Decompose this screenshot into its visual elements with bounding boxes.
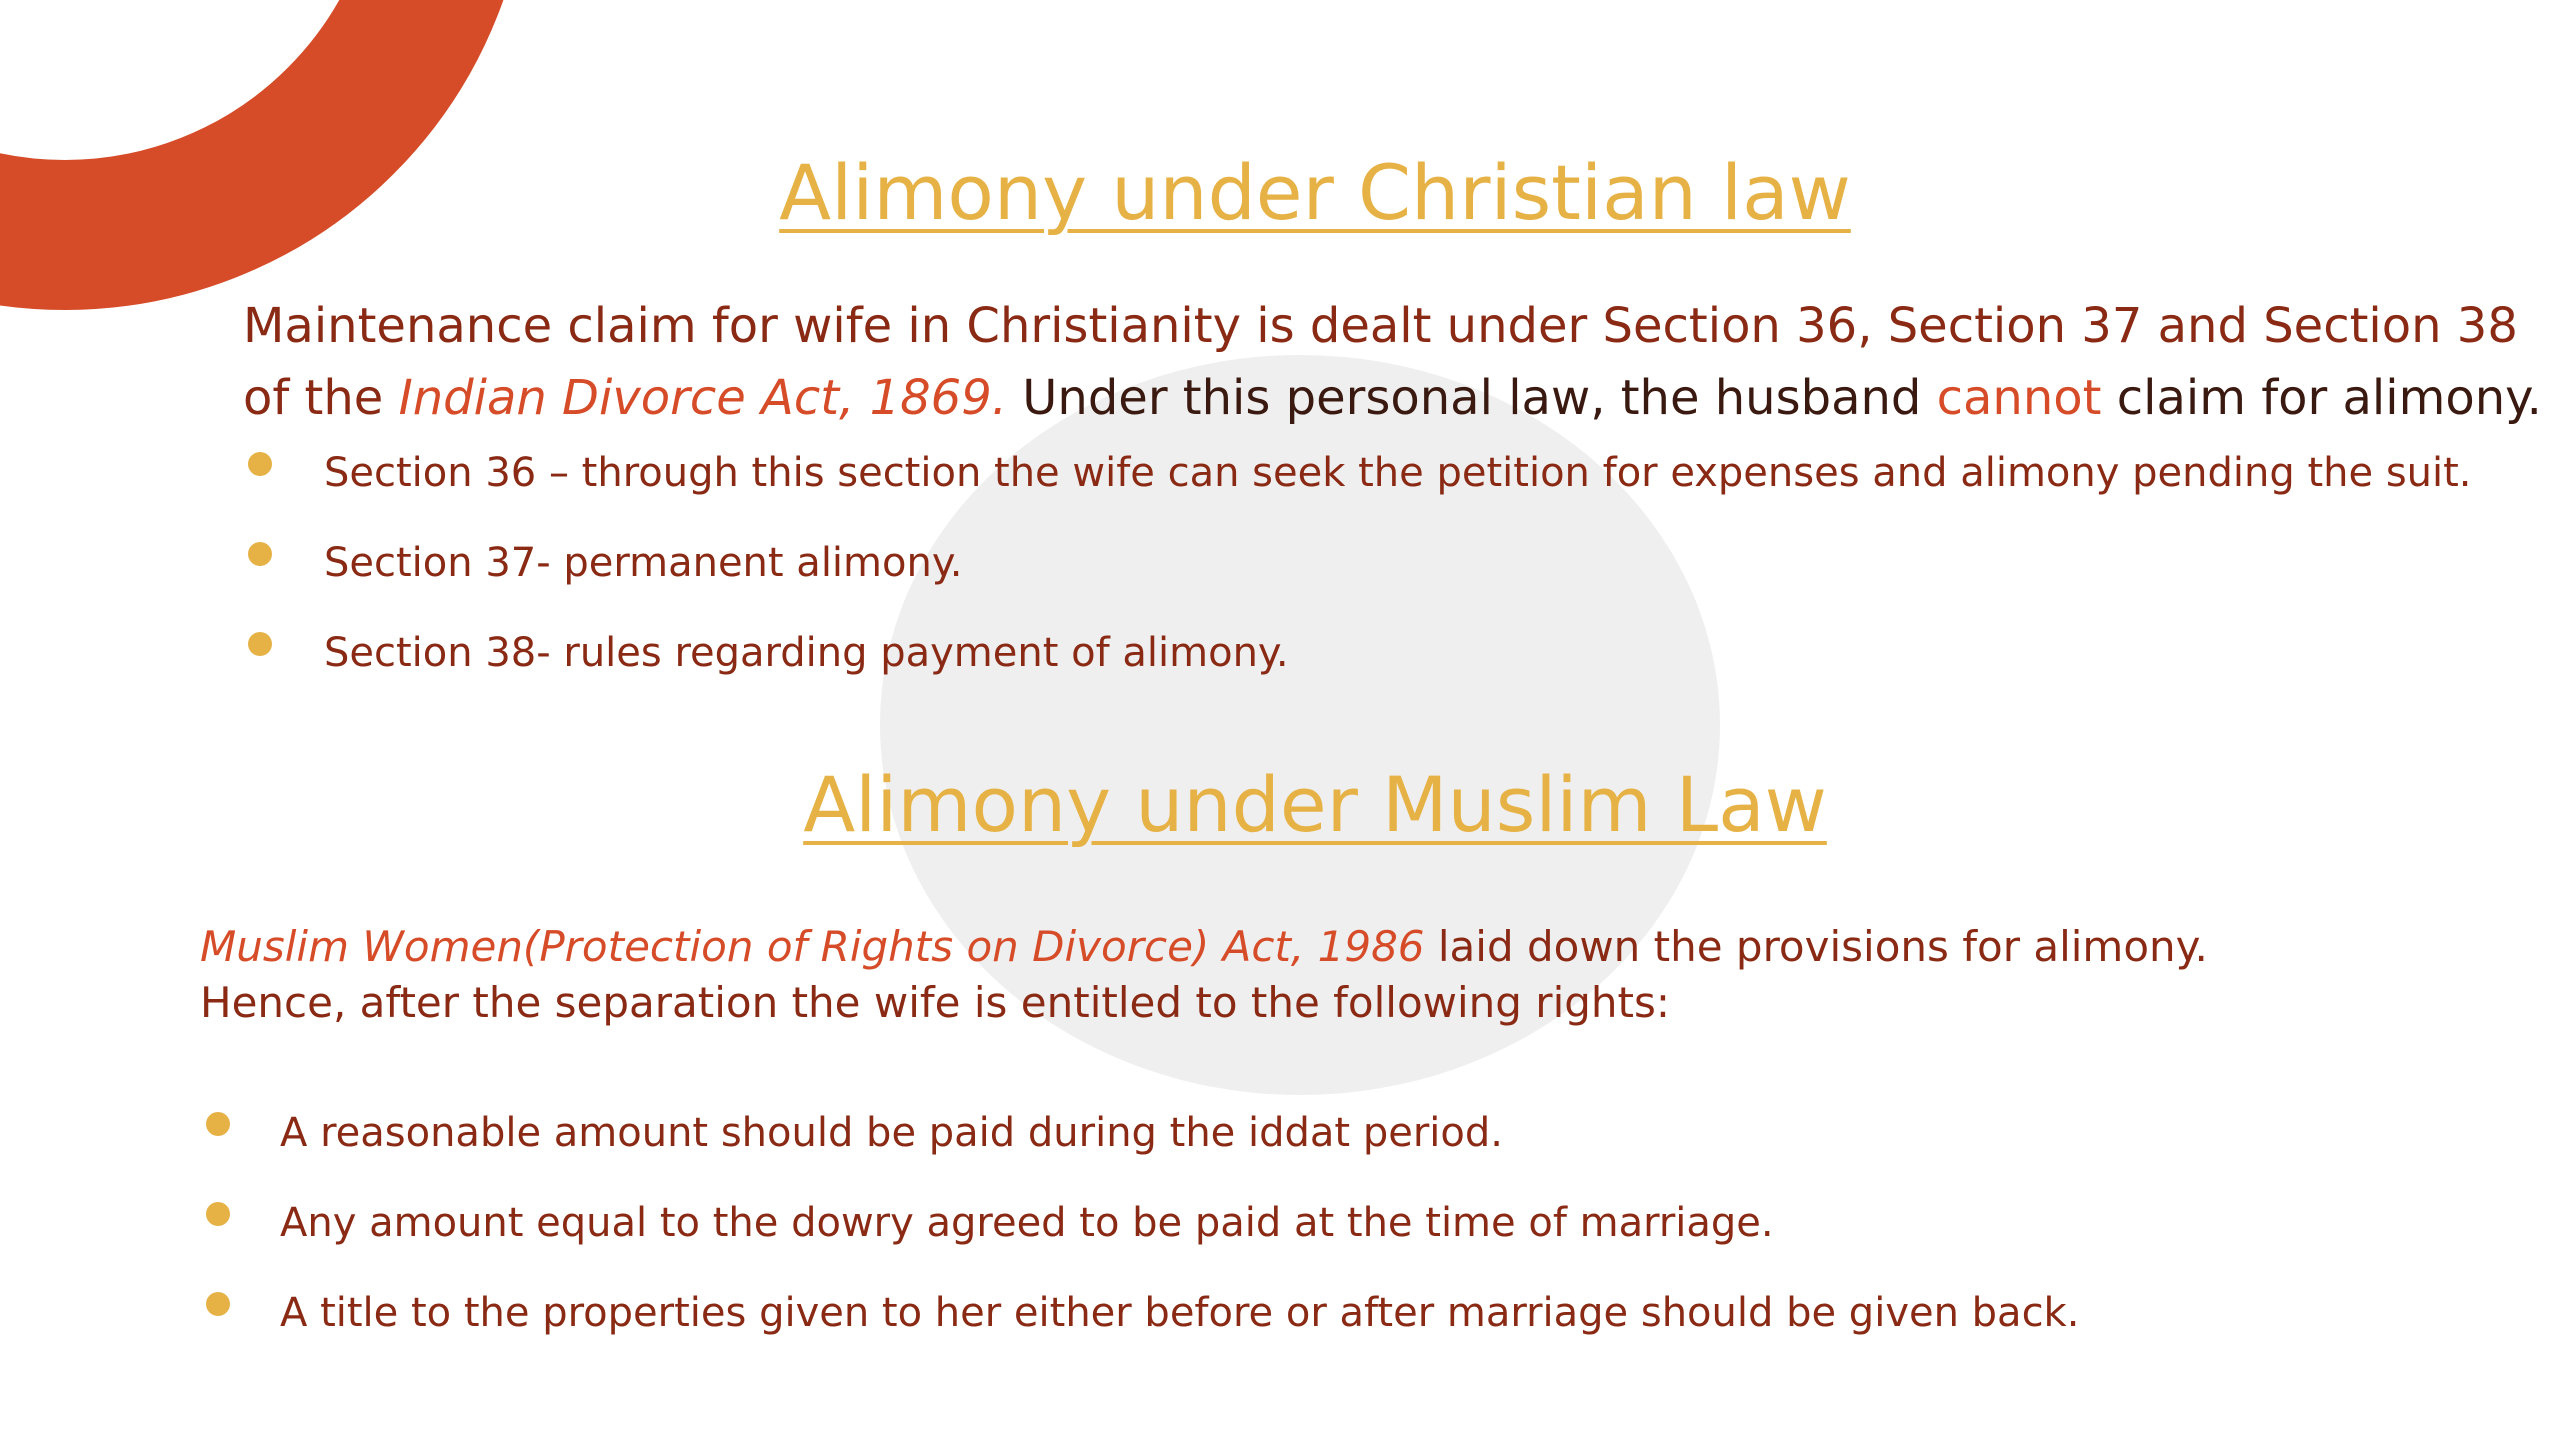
muslim-law-heading: Alimony under Muslim Law: [803, 760, 1827, 849]
bullet-dot-icon: [206, 1202, 230, 1226]
bullet-text: Section 38- rules regarding payment of alimony.: [324, 630, 1289, 676]
bullet-dot-icon: [206, 1292, 230, 1316]
bullet-dot-icon: [248, 542, 272, 566]
bullet-dot-icon: [248, 452, 272, 476]
bullet-dot-icon: [248, 632, 272, 656]
muslim-intro-line-1: [200, 922, 2208, 971]
cannot-emphasis: cannot: [1936, 370, 2102, 426]
bullet-text: Section 36 – through this section the wife can seek the petition for expenses and alimony pending the suit.: [324, 450, 2472, 496]
christian-intro-line-1: Maintenance claim for wife in Christianity is dealt under Section 36, Section 37 and Section 38: [243, 298, 2518, 354]
intro-suffix: claim for alimony.: [2101, 370, 2542, 426]
bullet-dot-icon: [206, 1112, 230, 1136]
muslim-intro-suffix: laid down the provisions for alimony.: [1424, 922, 2208, 971]
bullet-text: Section 37- permanent alimony.: [324, 540, 963, 586]
muslim-women-act-reference: Muslim Women(Protection of Rights on Divorce) Act, 1986: [200, 922, 1425, 971]
christian-law-heading: Alimony under Christian law: [779, 148, 1851, 237]
christian-intro-line-2: [243, 370, 2542, 426]
bullet-text: A reasonable amount should be paid during the iddat period.: [280, 1110, 1503, 1156]
bullet-text: Any amount equal to the dowry agreed to be paid at the time of marriage.: [280, 1200, 1774, 1246]
muslim-intro-line-2: Hence, after the separation the wife is entitled to the following rights:: [200, 978, 1671, 1027]
bullet-text: A title to the properties given to her either before or after marriage should be given back.: [280, 1290, 2080, 1336]
indian-divorce-act-reference: Indian Divorce Act, 1869.: [398, 370, 1007, 426]
intro-mid-text: Under this personal law, the husband: [1007, 370, 1937, 426]
intro-prefix: of the: [243, 370, 399, 426]
